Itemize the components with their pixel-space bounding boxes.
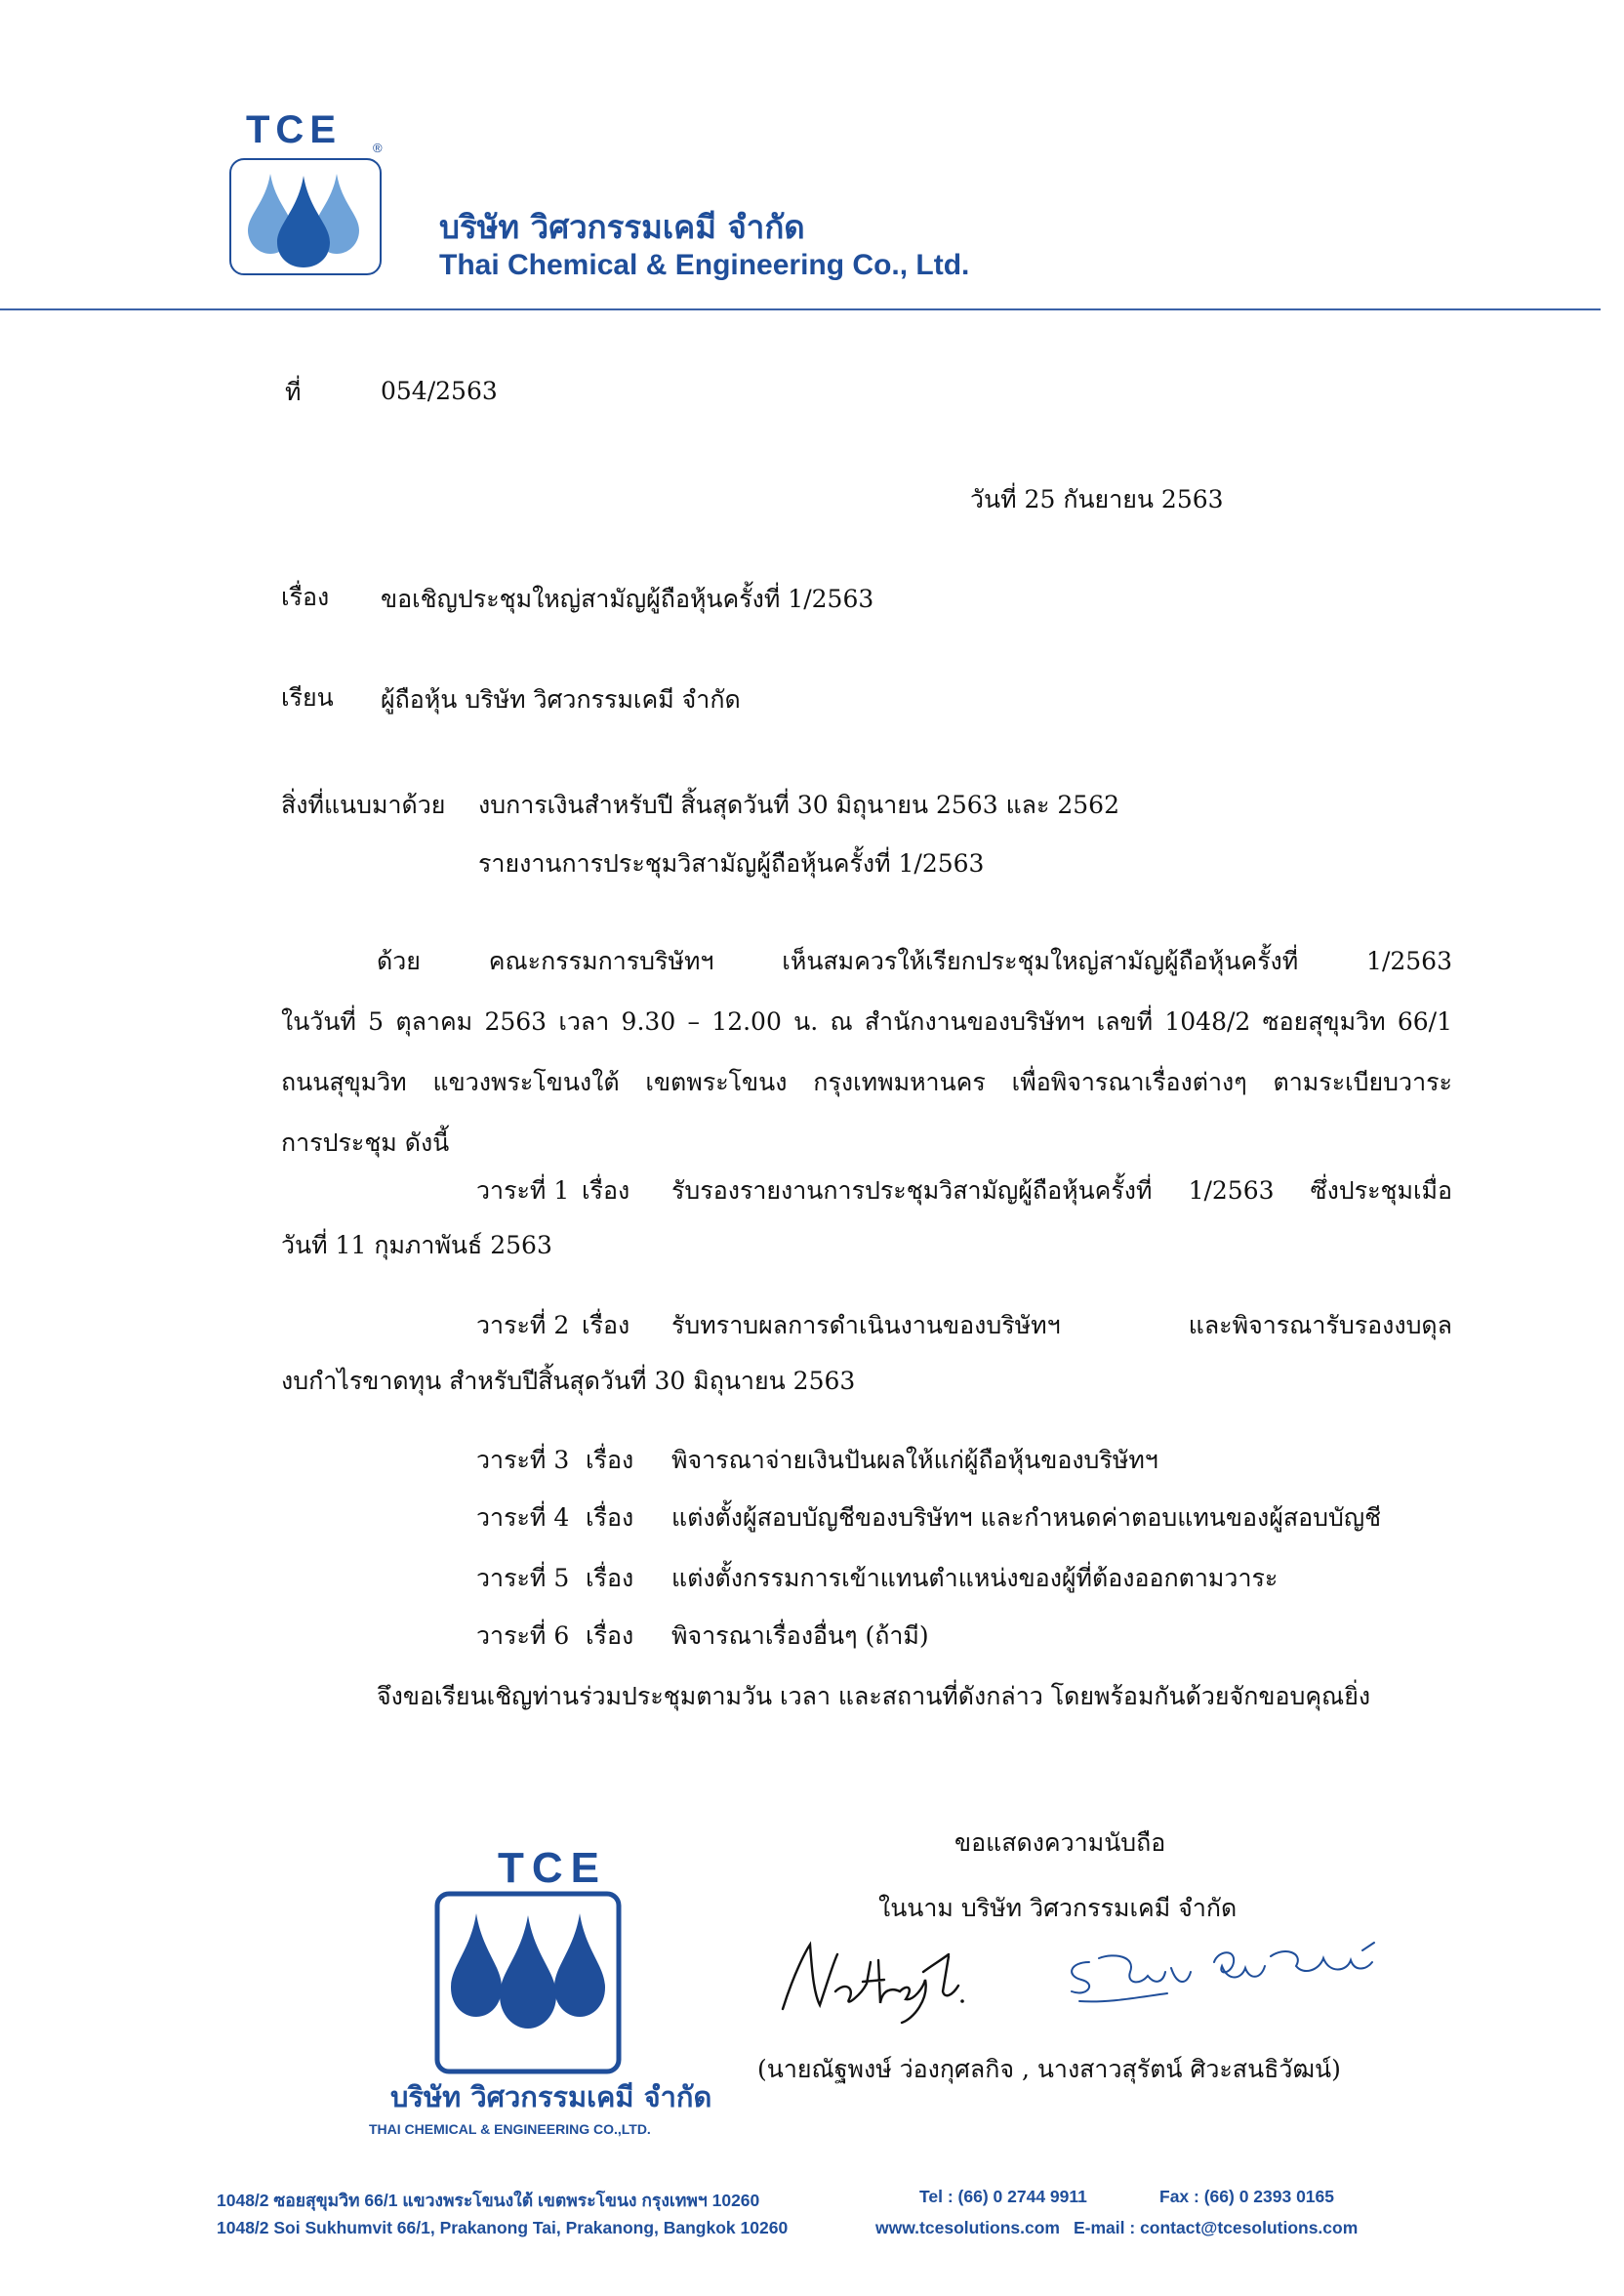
agenda-text: รับรองรายงานการประชุมวิสามัญผู้ถือหุ้นครั้งที่ 1/2563 ซึ่งประชุมเมื่อ bbox=[671, 1176, 1452, 1205]
attachment-item: รายงานการประชุมวิสามัญผู้ถือหุ้นครั้งที่ 1/2563 bbox=[478, 849, 985, 878]
company-name-english: Thai Chemical & Engineering Co., Ltd. bbox=[439, 249, 970, 281]
agenda-label: เรื่อง bbox=[586, 1503, 634, 1532]
agenda-text: รับทราบผลการดำเนินงานของบริษัทฯ และพิจารณารับรองงบดุล bbox=[671, 1311, 1452, 1339]
intro-paragraph bbox=[281, 931, 1452, 1173]
intro-line: ในวันที่ 5 ตุลาคม 2563 เวลา 9.30 – 12.00 น. ณ สำนักงานของบริษัทฯ เลขที่ 1048/2 ซอยสุขุมวิท 66/1 bbox=[281, 1007, 1452, 1036]
intro-line: ถนนสุขุมวิท แขวงพระโขนงใต้ เขตพระโขนง กรุงเทพมหานคร เพื่อพิจารณาเรื่องต่างๆ ตามระเบียบวาระ bbox=[281, 1068, 1452, 1096]
recipient-label: เรียน bbox=[281, 683, 334, 712]
agenda-text-continued: งบกำไรขาดทุน สำหรับปีสิ้นสุดวันที่ 30 มิถุนายน 2563 bbox=[281, 1367, 856, 1395]
agenda-text: แต่งตั้งกรรมการเข้าแทนตำแหน่งของผู้ที่ต้องออกตามวาระ bbox=[671, 1564, 1279, 1592]
recipient-text: ผู้ถือหุ้น บริษัท วิศวกรรมเคมี จำกัด bbox=[381, 685, 741, 714]
agenda-number: วาระที่ 1 bbox=[476, 1176, 570, 1205]
closing-sentence: จึงขอเรียนเชิญท่านร่วมประชุมตามวัน เวลา และสถานที่ดังกล่าว โดยพร้อมกันด้วยจักขอบคุณยิ่ง bbox=[377, 1682, 1371, 1710]
agenda-text: พิจารณาเรื่องอื่นๆ (ถ้ามี) bbox=[671, 1621, 929, 1650]
agenda-number: วาระที่ 6 bbox=[476, 1621, 570, 1650]
header-divider bbox=[0, 308, 1601, 310]
signers-names: (นายณัฐพงษ์ ว่องกุศลกิจ , นางสาวสุรัตน์ ศิวะสนธิวัฒน์) bbox=[757, 2055, 1341, 2083]
attachments-label: สิ่งที่แนบมาด้วย bbox=[281, 791, 446, 819]
agenda-label: เรื่อง bbox=[586, 1446, 634, 1474]
ref-number: 054/2563 bbox=[381, 377, 498, 405]
company-logo bbox=[226, 105, 392, 281]
attachment-item: งบการเงินสำหรับปี สิ้นสุดวันที่ 30 มิถุนายน 2563 และ 2562 bbox=[478, 791, 1119, 819]
agenda-label: เรื่อง bbox=[586, 1621, 634, 1650]
handwritten-signatures bbox=[777, 1933, 1401, 2026]
agenda-text: แต่งตั้งผู้สอบบัญชีของบริษัทฯ และกำหนดค่าตอบแทนของผู้สอบบัญชี bbox=[671, 1503, 1382, 1532]
footer-address-english: 1048/2 Soi Sukhumvit 66/1, Prakanong Tai, Prakanong, Bangkok 10260 bbox=[217, 2218, 789, 2237]
svg-text:TCE: TCE bbox=[246, 108, 342, 151]
footer-fax: Fax : (66) 0 2393 0165 bbox=[1159, 2187, 1335, 2206]
ref-label: ที่ bbox=[285, 378, 302, 406]
svg-text:บริษัท วิศวกรรมเคมี จำกัด: บริษัท วิศวกรรมเคมี จำกัด bbox=[390, 2080, 712, 2113]
company-seal bbox=[369, 1835, 722, 2138]
footer-address-thai: 1048/2 ซอยสุขุมวิท 66/1 แขวงพระโขนงใต้ เขตพระโขนง กรุงเทพฯ 10260 bbox=[217, 2191, 760, 2210]
regards: ขอแสดงความนับถือ bbox=[954, 1828, 1166, 1857]
svg-text:THAI CHEMICAL & ENGINEERING CO: THAI CHEMICAL & ENGINEERING CO.,LTD. bbox=[369, 2121, 651, 2137]
subject-label: เรื่อง bbox=[281, 583, 330, 611]
company-name-thai: บริษัท วิศวกรรมเคมี จำกัด bbox=[439, 208, 805, 246]
agenda-label: เรื่อง bbox=[582, 1176, 630, 1205]
agenda-label: เรื่อง bbox=[586, 1564, 634, 1592]
intro-line: ด้วย คณะกรรมการบริษัทฯ เห็นสมควรให้เรียกประชุมใหญ่สามัญผู้ถือหุ้นครั้งที่ 1/2563 bbox=[377, 947, 1452, 975]
agenda-number: วาระที่ 3 bbox=[476, 1446, 570, 1474]
agenda-number: วาระที่ 4 bbox=[476, 1503, 570, 1532]
letter-date: วันที่ 25 กันยายน 2563 bbox=[970, 485, 1224, 513]
intro-line: การประชุม ดังนี้ bbox=[281, 1128, 450, 1157]
agenda-number: วาระที่ 5 bbox=[476, 1564, 570, 1592]
footer-tel: Tel : (66) 0 2744 9911 bbox=[919, 2187, 1087, 2206]
footer-website[interactable]: www.tcesolutions.com bbox=[875, 2218, 1060, 2237]
svg-text:®: ® bbox=[373, 141, 383, 155]
subject-text: ขอเชิญประชุมใหญ่สามัญผู้ถือหุ้นครั้งที่ 1/2563 bbox=[381, 585, 874, 613]
agenda-number: วาระที่ 2 bbox=[476, 1311, 570, 1339]
footer-email[interactable]: E-mail : contact@tcesolutions.com bbox=[1074, 2218, 1359, 2237]
svg-text:TCE: TCE bbox=[498, 1844, 607, 1892]
on-behalf: ในนาม บริษัท วิศวกรรมเคมี จำกัด bbox=[878, 1894, 1238, 1922]
agenda-text: พิจารณาจ่ายเงินปันผลให้แก่ผู้ถือหุ้นของบริษัทฯ bbox=[671, 1446, 1158, 1474]
agenda-text-continued: วันที่ 11 กุมภาพันธ์ 2563 bbox=[281, 1231, 552, 1259]
agenda-label: เรื่อง bbox=[582, 1311, 630, 1339]
